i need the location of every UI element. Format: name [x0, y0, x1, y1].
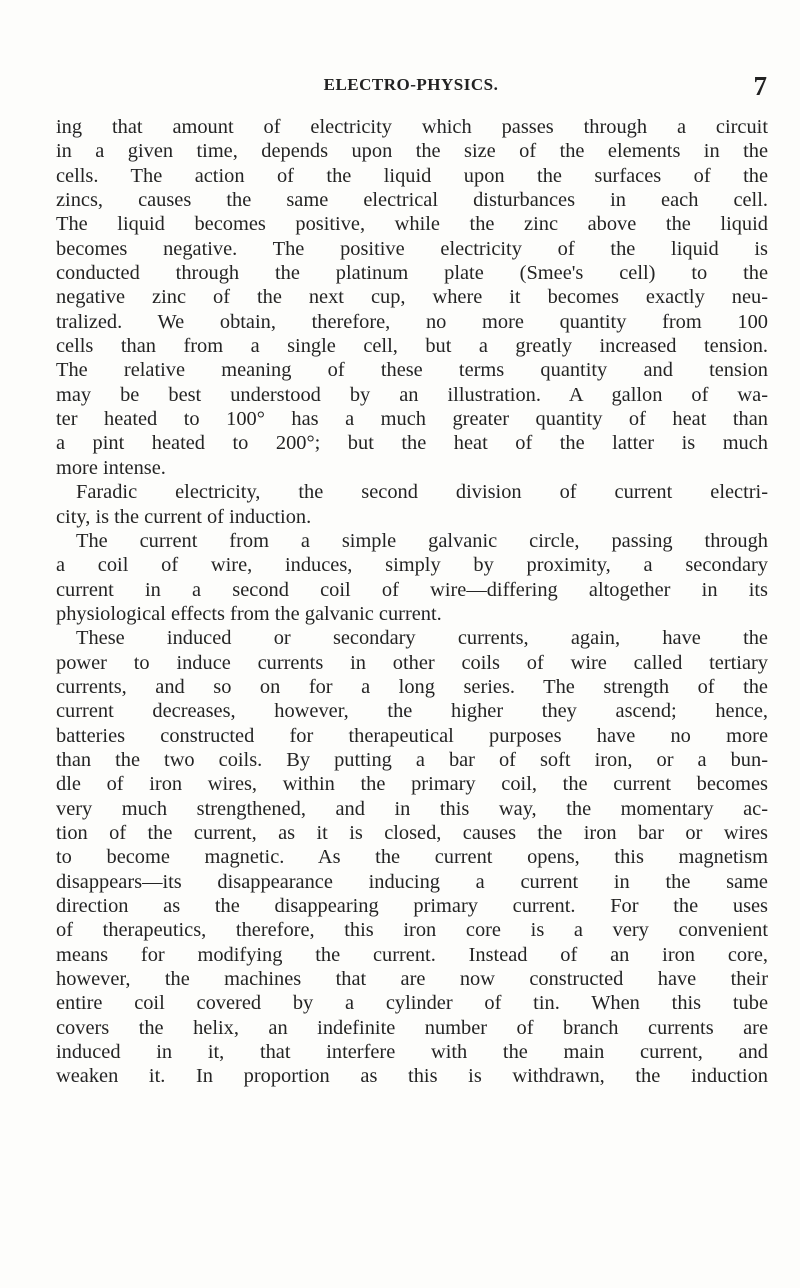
text-line: than the two coils. By putting a bar of soft iron, or a bun-	[56, 748, 768, 771]
text-line: The current from a simple galvanic circle, passing through	[76, 529, 768, 552]
text-line: of therapeutics, therefore, this iron core is a very convenient	[56, 919, 768, 942]
text-line: means for modifying the current. Instead of an iron core,	[56, 943, 768, 966]
text-line: in a given time, depends upon the size of the elements in the	[56, 140, 768, 163]
body-text	[56, 115, 768, 1089]
text-line: The liquid becomes positive, while the zinc above the liquid	[56, 213, 768, 236]
text-line: ter heated to 100° has a much greater quantity of heat than	[56, 408, 768, 431]
text-line: batteries constructed for therapeutical purposes have no more	[56, 724, 768, 747]
text-line: currents, and so on for a long series. The strength of the	[56, 675, 768, 698]
text-line: cells. The action of the liquid upon the surfaces of the	[56, 164, 768, 187]
page-number: 7	[753, 71, 767, 101]
text-line: The relative meaning of these terms quantity and tension	[56, 359, 768, 382]
text-line: physiological effects from the galvanic current.	[56, 602, 442, 625]
text-line: current decreases, however, the higher they ascend; hence,	[56, 700, 768, 723]
text-line: a coil of wire, induces, simply by proximity, a secondary	[56, 554, 768, 577]
text-line: more intense.	[56, 456, 166, 479]
page-header	[55, 71, 767, 105]
text-line: a pint heated to 200°; but the heat of the latter is much	[56, 432, 768, 455]
text-line: These induced or secondary currents, again, have the	[76, 627, 768, 650]
text-line: negative zinc of the next cup, where it becomes exactly neu-	[56, 286, 768, 309]
text-line: becomes negative. The positive electricity of the liquid is	[56, 237, 768, 260]
text-line: cells than from a single cell, but a greatly increased tension.	[56, 335, 768, 358]
text-line: tion of the current, as it is closed, causes the iron bar or wires	[56, 821, 768, 844]
text-line: entire coil covered by a cylinder of tin. When this tube	[56, 992, 768, 1015]
text-line: conducted through the platinum plate (Smee's cell) to the	[56, 262, 768, 285]
text-line: power to induce currents in other coils of wire called tertiary	[56, 651, 768, 674]
text-line: Faradic electricity, the second division of current electri-	[76, 481, 768, 504]
text-line: very much strengthened, and in this way, the momentary ac-	[56, 797, 768, 820]
text-line: covers the helix, an indefinite number of branch currents are	[56, 1016, 768, 1039]
text-line: weaken it. In proportion as this is withdrawn, the induction	[56, 1065, 768, 1088]
text-line: city, is the current of induction.	[56, 505, 312, 528]
running-title: ELECTRO-PHYSICS.	[323, 75, 499, 94]
text-line: to become magnetic. As the current opens, this magnetism	[56, 846, 768, 869]
text-line: disappears—its disappearance inducing a current in the same	[56, 870, 768, 893]
text-line: tralized. We obtain, therefore, no more quantity from 100	[56, 310, 768, 333]
text-line: direction as the disappearing primary current. For the uses	[56, 895, 768, 917]
text-line: however, the machines that are now constructed have their	[56, 968, 768, 991]
text-line: induced in it, that interfere with the main current, and	[56, 1041, 768, 1064]
text-line: dle of iron wires, within the primary coil, the current becomes	[56, 773, 768, 796]
text-line: ing that amount of electricity which passes through a circuit	[56, 116, 768, 138]
text-line: zincs, causes the same electrical disturbances in each cell.	[56, 189, 768, 212]
text-line: may be best understood by an illustration. A gallon of wa-	[56, 383, 768, 406]
text-line: current in a second coil of wire—differing altogether in its	[56, 578, 768, 601]
